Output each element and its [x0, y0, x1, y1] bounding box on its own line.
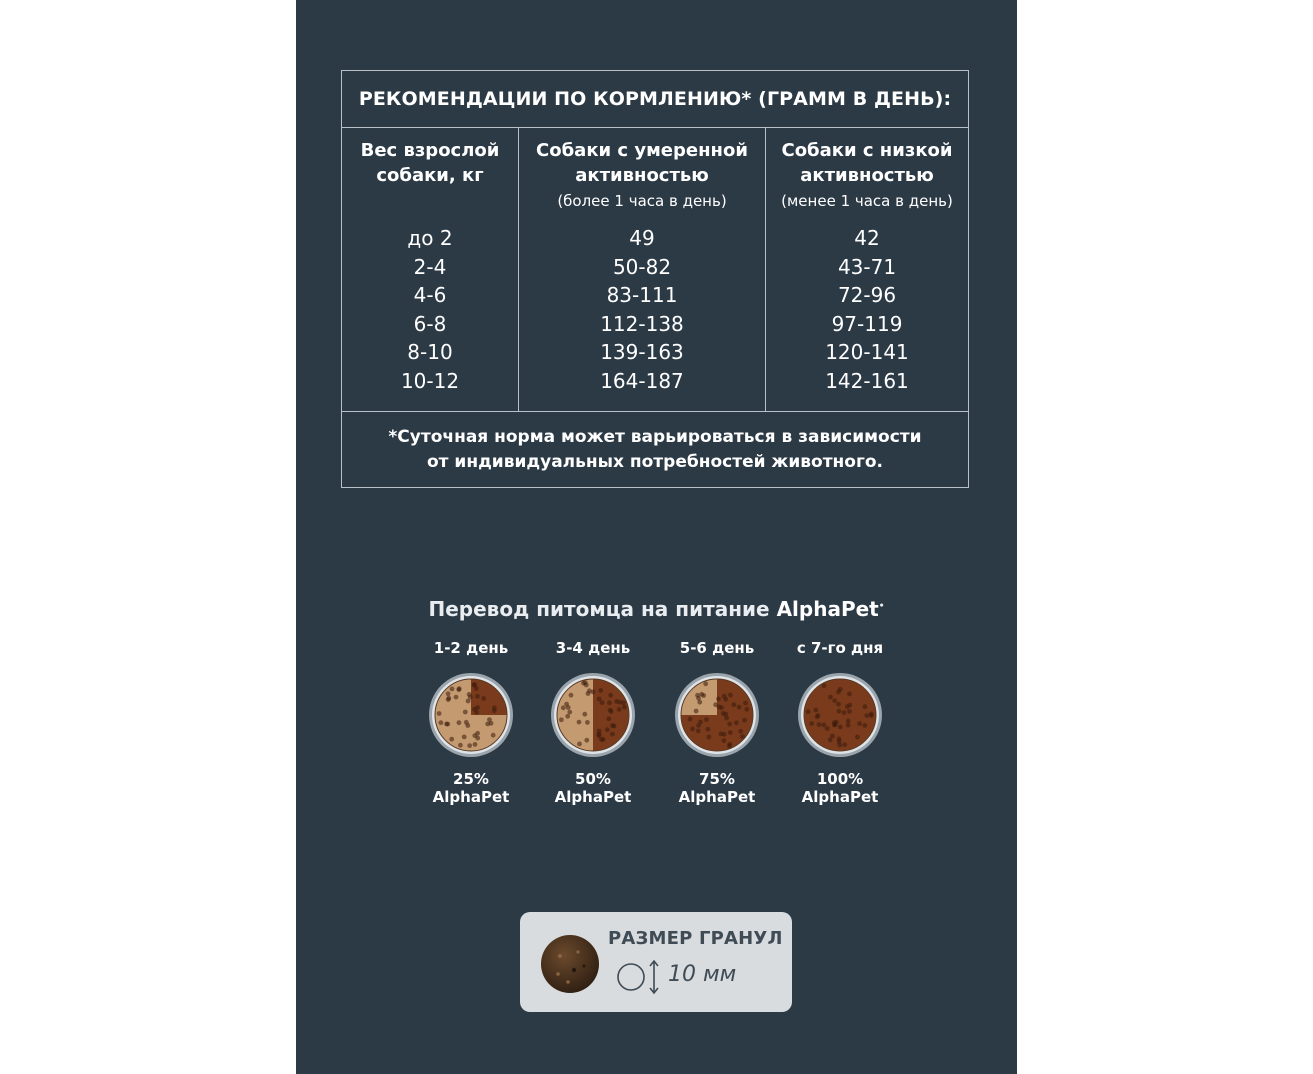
stage-share — [538, 770, 648, 806]
stage-brand: AlphaPet — [678, 788, 756, 806]
low-activity-values — [766, 224, 968, 396]
stage-percent: 25% — [453, 770, 489, 788]
feeding-table-title: РЕКОМЕНДАЦИИ ПО КОРМЛЕНИЮ* (ГРАММ В ДЕНЬ): — [342, 71, 968, 128]
table-cell: 2-4 — [413, 254, 447, 279]
stage-percent: 50% — [575, 770, 611, 788]
table-cell: 97-119 — [831, 311, 903, 336]
stage-day-label: 5-6 день — [679, 639, 755, 657]
column-header-line: Собаки с низкой — [781, 140, 953, 161]
stage-brand: AlphaPet — [554, 788, 632, 806]
table-cell: 72-96 — [837, 283, 897, 308]
column-header-line: активностью — [575, 165, 709, 186]
moderate-activity-header — [519, 138, 765, 215]
table-cell: 83-111 — [606, 283, 678, 308]
moderate-activity-column — [519, 128, 766, 411]
table-cell: до 2 — [407, 226, 453, 250]
table-cell: 49 — [629, 226, 655, 250]
transition-title-text: Перевод питомца на питание — [428, 597, 770, 621]
table-cell: 43-71 — [837, 254, 897, 279]
stage-percent: 100% — [816, 770, 864, 788]
stage-percent: 75% — [699, 770, 735, 788]
table-cell: 42 — [854, 226, 880, 250]
table-cell: 10-12 — [400, 368, 460, 393]
transition-stage — [785, 638, 895, 806]
stage-share — [785, 770, 895, 806]
table-cell: 112-138 — [600, 311, 684, 336]
stage-day-label: с 7-го дня — [796, 639, 884, 657]
column-header-line: Вес взрослой — [360, 140, 500, 161]
stage-brand: AlphaPet — [432, 788, 510, 806]
table-cell: 142-161 — [825, 368, 909, 393]
food-mix-bowl-icon — [428, 672, 514, 758]
column-header-line: Собаки с умеренной — [536, 140, 748, 161]
brand-logo-text: AlphaPet — [776, 597, 879, 621]
column-subheader: (менее 1 часа в день) — [781, 192, 953, 210]
transition-stage — [416, 638, 526, 806]
diameter-icon — [616, 958, 664, 996]
table-cell: 6-8 — [413, 311, 447, 336]
table-cell: 120-141 — [825, 340, 909, 365]
transition-stage — [662, 638, 772, 806]
stage-day-label: 3-4 день — [555, 639, 631, 657]
low-activity-column — [766, 128, 968, 411]
feeding-note-line: *Суточная норма может варьироваться в зависимости — [388, 426, 922, 447]
table-cell: 139-163 — [600, 340, 684, 365]
low-activity-header — [766, 138, 968, 215]
feeding-note — [342, 412, 968, 487]
table-cell: 8-10 — [407, 340, 453, 365]
table-cell: 4-6 — [413, 283, 447, 308]
feeding-table — [341, 70, 969, 488]
table-cell: 164-187 — [600, 368, 684, 393]
stage-brand: AlphaPet — [801, 788, 879, 806]
granule-size-value: 10 мм — [668, 962, 737, 987]
stage-share — [416, 770, 526, 806]
transition-stage — [538, 638, 648, 806]
moderate-activity-values — [519, 224, 765, 396]
granule-size-badge — [520, 912, 792, 1012]
transition-title — [296, 597, 1017, 621]
column-header-line: активностью — [800, 165, 934, 186]
column-subheader: (более 1 часа в день) — [557, 192, 727, 210]
food-mix-bowl-icon — [797, 672, 883, 758]
column-header-line: собаки, кг — [376, 165, 484, 186]
weight-values — [342, 224, 518, 396]
table-cell: 50-82 — [612, 254, 672, 279]
food-mix-bowl-icon — [674, 672, 760, 758]
feeding-note-line: от индивидуальных потребностей животного. — [426, 451, 883, 472]
feeding-table-body — [342, 128, 968, 412]
granule-size-title: РАЗМЕР ГРАНУЛ — [608, 928, 783, 949]
product-info-panel — [296, 0, 1017, 1074]
granule-icon — [540, 934, 600, 994]
weight-column — [342, 128, 519, 411]
food-mix-bowl-icon — [550, 672, 636, 758]
stage-day-label: 1-2 день — [433, 639, 509, 657]
weight-column-header — [342, 138, 518, 188]
trademark-icon: • — [878, 601, 885, 612]
stage-share — [662, 770, 772, 806]
